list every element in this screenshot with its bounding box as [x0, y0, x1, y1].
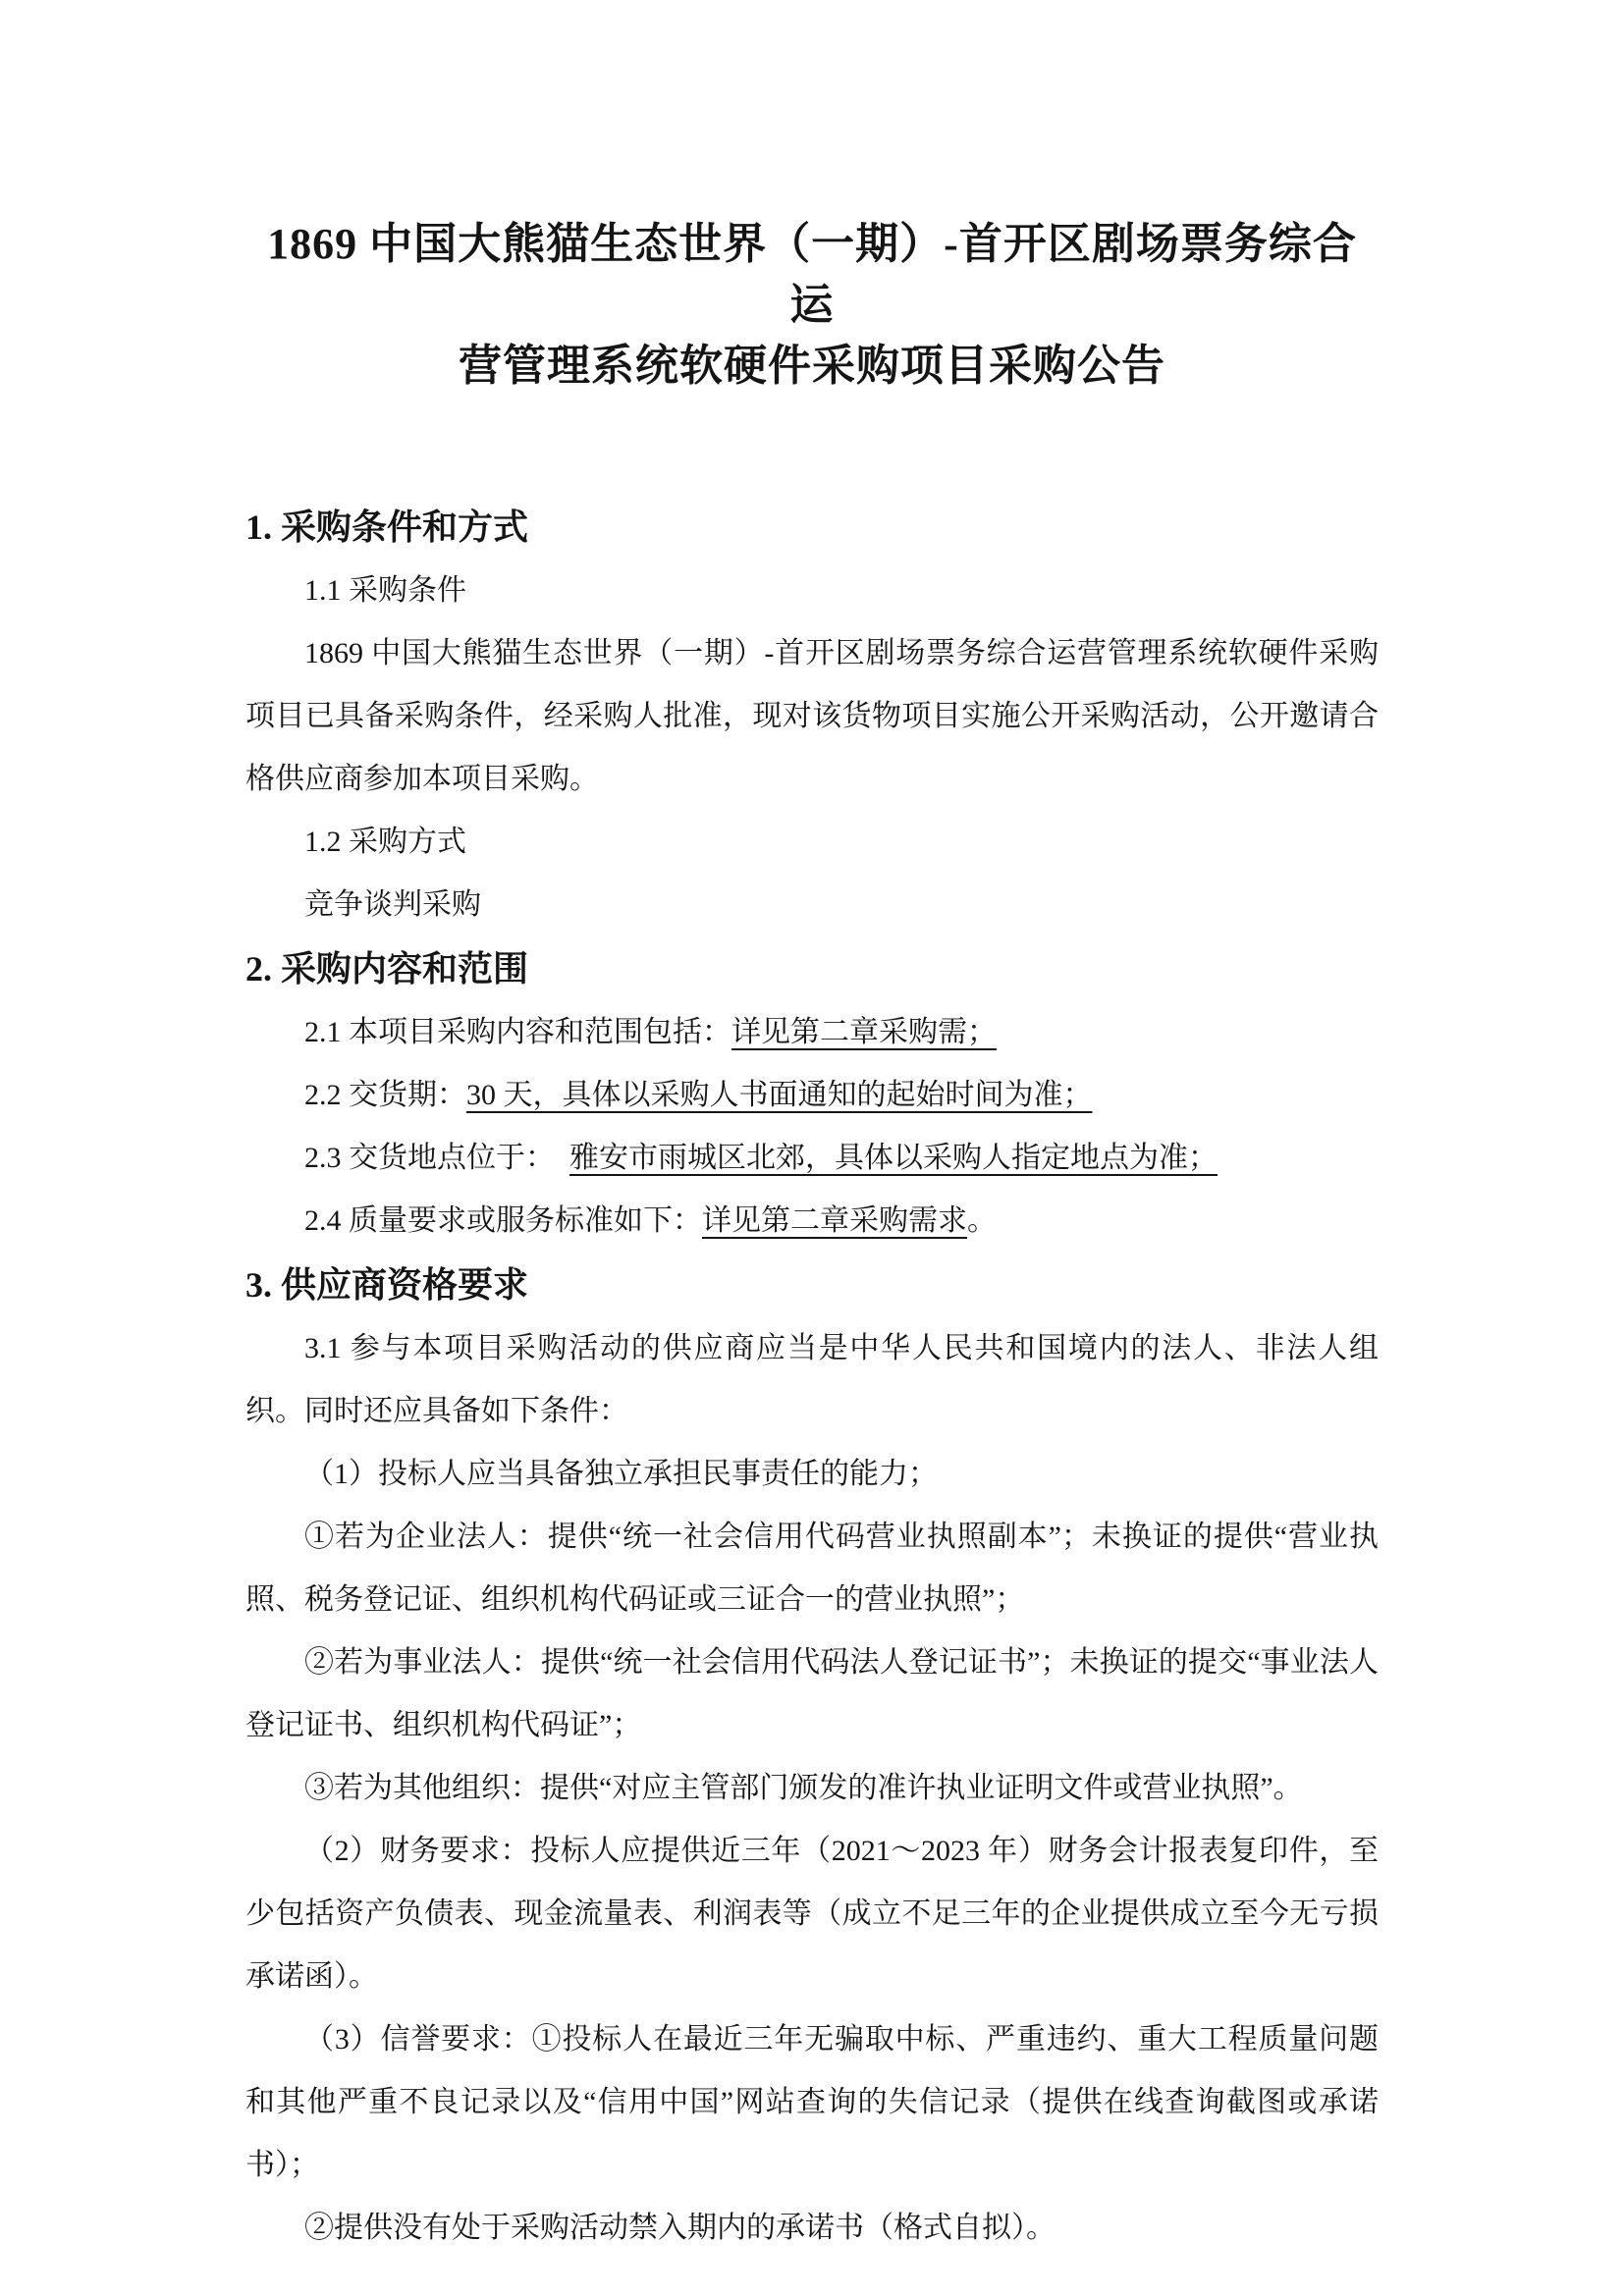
para-2-3 — [245, 1127, 1379, 1190]
para-3-1-condition-1: （1）投标人应当具备独立承担民事责任的能力； — [304, 1458, 938, 1490]
para-2-2 — [245, 1064, 1379, 1127]
para-2-1-underlined-text: 详见第二章采购需； — [731, 1016, 997, 1048]
para-2-4-suffix: 。 — [967, 1204, 997, 1237]
para-2-4-prefix: 2.4 质量要求或服务标准如下： — [304, 1204, 702, 1237]
para-2-3-underlined-text: 雅安市雨城区北郊，具体以采购人指定地点为准； — [569, 1142, 1218, 1174]
para-3-1-condition-2-financial: （2）财务要求：投标人应提供近三年（2021～2023 年）财务会计报表复印件，至少包括资产负债表、现金流量表、利润表等（成立不足三年的企业提供成立至今无亏损承诺函）。 — [245, 1835, 1379, 1993]
para-2-3-prefix: 2.3 交货地点位于： — [304, 1142, 569, 1174]
title-line-2: 营管理系统软硬件采购项目采购公告 — [459, 342, 1165, 390]
para-2-1-prefix: 2.1 本项目采购内容和范围包括： — [304, 1016, 731, 1048]
para-3-1-other-organization: ③若为其他组织：提供“对应主管部门颁发的准许执业证明文件或营业执照”。 — [304, 1772, 1303, 1804]
para-1-2-method-text: 竞争谈判采购 — [304, 888, 481, 921]
para-3-1-commitment-letter: ②提供没有处于采购活动禁入期内的承诺书（格式自拟）。 — [304, 2212, 1056, 2244]
section-3-heading: 3. 供应商资格要求 — [245, 1265, 529, 1305]
para-3-1: 3.1 参与本项目采购活动的供应商应当是中华人民共和国境内的法人、非法人组织。同时还应具备如下条件： — [245, 1332, 1379, 1427]
para-3-1-institution-legal-person: ②若为事业法人：提供“统一社会信用代码法人登记证书”；未换证的提交“事业法人登记证书、组织机构代码证”； — [245, 1646, 1379, 1741]
section-1-heading: 1. 采购条件和方式 — [245, 507, 529, 547]
para-2-4-underlined-text: 详见第二章采购需求 — [702, 1204, 967, 1237]
document-title — [245, 214, 1379, 397]
para-1-1-conditions-text: 1869 中国大熊猫生态世界（一期）-首开区剧场票务综合运营管理系统软硬件采购项目已具备采购条件，经采购人批准，现对该货物项目实施公开采购活动，公开邀请合格供应商参加本项目采购。 — [245, 637, 1379, 795]
title-line-1: 1869 中国大熊猫生态世界（一期）-首开区剧场票务综合运 — [267, 220, 1357, 329]
para-2-2-prefix: 2.2 交货期： — [304, 1079, 466, 1111]
para-2-1 — [245, 1001, 1379, 1064]
para-3-1-condition-3-credit: （3）信誉要求：①投标人在最近三年无骗取中标、严重违约、重大工程质量问题和其他严重不良记录以及“信用中国”网站查询的失信记录（提供在线查询截图或承诺书）； — [245, 2023, 1379, 2181]
para-2-4 — [245, 1190, 1379, 1253]
section-2-heading: 2. 采购内容和范围 — [245, 949, 529, 988]
para-1-2-label: 1.2 采购方式 — [304, 826, 466, 858]
para-1-1-label: 1.1 采购条件 — [304, 574, 466, 607]
para-3-1-enterprise-legal-person: ①若为企业法人：提供“统一社会信用代码营业执照副本”；未换证的提供“营业执照、税务登记证、组织机构代码证或三证合一的营业执照”； — [245, 1521, 1379, 1616]
para-2-2-underlined-text: 30 天，具体以采购人书面通知的起始时间为准； — [466, 1079, 1093, 1111]
